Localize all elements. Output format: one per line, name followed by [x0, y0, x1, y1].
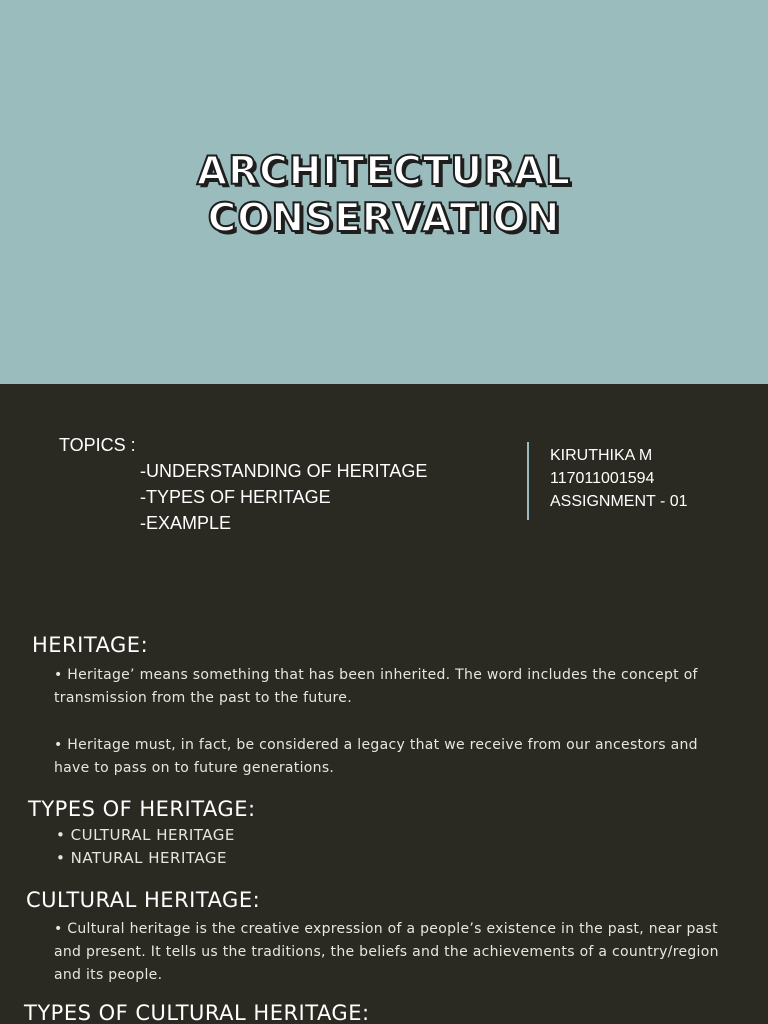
vertical-divider [527, 442, 529, 520]
types-heading: TYPES OF HERITAGE: [28, 797, 256, 821]
topics-list [59, 432, 427, 536]
heritage-heading: HERITAGE: [32, 633, 149, 657]
author-id: 117011001594 [550, 470, 655, 487]
cultural-point: • Cultural heritage is the creative expression of a people’s existence in the past, near past and present. It tells us the traditions, the beliefs and the achievements of a country/region and its people. [54, 921, 719, 983]
types-item-natural: • NATURAL HERITAGE [56, 849, 227, 867]
cover-title-line-2: CONSERVATION [207, 196, 561, 241]
assignment-label: ASSIGNMENT - 01 [550, 493, 688, 510]
topics-label: TOPICS : [59, 435, 136, 455]
topic-item-understanding: -UNDERSTANDING OF HERITAGE [140, 461, 428, 481]
topic-item-types: -TYPES OF HERITAGE [140, 487, 331, 507]
cultural-types-heading: TYPES OF CULTURAL HERITAGE: [24, 1001, 370, 1024]
cover-title-line-1: ARCHITECTURAL [196, 149, 572, 194]
cover-title [0, 148, 768, 242]
heritage-point-1: • Heritage’ means something that has been inherited. The word includes the concept of transmission from the past to the future. [54, 667, 698, 706]
types-item-cultural: • CULTURAL HERITAGE [56, 826, 235, 844]
cultural-heading: CULTURAL HERITAGE: [26, 888, 261, 912]
heritage-point-2: • Heritage must, in fact, be considered a legacy that we receive from our ancestors and have to pass on to future generations. [54, 737, 698, 776]
topic-item-example: -EXAMPLE [140, 513, 232, 533]
author-name: KIRUTHIKA M [550, 447, 653, 464]
cover-title-band [0, 0, 768, 384]
author-info [550, 444, 688, 513]
